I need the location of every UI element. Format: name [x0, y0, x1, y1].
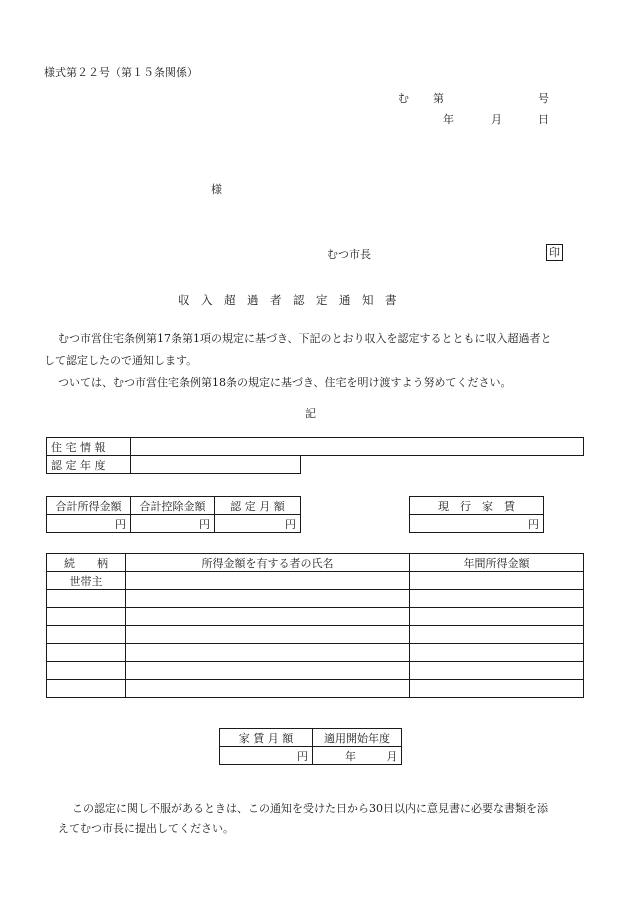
monthly-cert-value[interactable]: 円 [215, 515, 301, 533]
name-cell[interactable] [126, 644, 410, 662]
cert-year-row [47, 456, 584, 474]
current-rent-table [409, 496, 544, 533]
table-row [47, 590, 584, 608]
cert-year-value[interactable] [131, 456, 301, 474]
rent-start-value-row [220, 747, 402, 765]
income-header-row [47, 497, 301, 515]
table-row [47, 572, 584, 590]
name-cell[interactable] [126, 608, 410, 626]
body-para1-line1: むつ市営住宅条例第17条第1項の規定に基づき、下記のとおり収入を認定するとともに収入超過者と [58, 332, 552, 345]
relation-cell[interactable] [47, 590, 126, 608]
monthly-cert-header: 認 定 月 額 [215, 497, 301, 515]
addressee-sama: 様 [211, 183, 222, 196]
rent-start-header-row [220, 729, 402, 747]
relation-header: 続 柄 [47, 554, 126, 572]
current-rent-value[interactable]: 円 [410, 515, 544, 533]
name-cell[interactable] [126, 680, 410, 698]
date-day: 日 [538, 113, 549, 126]
income-cell[interactable] [410, 662, 584, 680]
total-deduction-header: 合計控除金額 [131, 497, 215, 515]
total-deduction-value[interactable]: 円 [131, 515, 215, 533]
form-number: 様式第２２号（第１５条関係） [44, 66, 198, 79]
income-cell[interactable] [410, 590, 584, 608]
annual-income-header: 年間所得金額 [410, 554, 584, 572]
relation-cell[interactable] [47, 644, 126, 662]
start-month-unit: 月 [386, 749, 398, 763]
current-rent-header-row [410, 497, 544, 515]
income-cell[interactable] [410, 608, 584, 626]
members-header-row [47, 554, 584, 572]
table-row [47, 626, 584, 644]
doc-number-prefix: む [398, 92, 409, 105]
date-month: 月 [491, 113, 502, 126]
name-header: 所得金額を有する者の氏名 [126, 554, 410, 572]
income-table [46, 496, 301, 533]
name-cell[interactable] [126, 590, 410, 608]
name-cell[interactable] [126, 662, 410, 680]
housing-info-row [47, 438, 584, 456]
housing-info-label: 住 宅 情 報 [47, 438, 131, 456]
relation-cell[interactable] [47, 680, 126, 698]
document-title: 収 入 超 過 者 認 定 通 知 書 [178, 293, 397, 307]
relation-cell[interactable]: 世帯主 [47, 572, 126, 590]
name-cell[interactable] [126, 626, 410, 644]
monthly-rent-value[interactable]: 円 [220, 747, 313, 765]
start-year-value[interactable] [313, 747, 402, 765]
income-cell[interactable] [410, 644, 584, 662]
table-row [47, 608, 584, 626]
ki-heading: 記 [305, 407, 316, 420]
doc-number-go: 号 [538, 92, 549, 105]
seal-mark: 印 [546, 244, 563, 261]
footer-line2: えてむつ市長に提出してください。 [58, 822, 234, 835]
income-cell[interactable] [410, 572, 584, 590]
monthly-rent-header: 家 賃 月 額 [220, 729, 313, 747]
doc-number-dai: 第 [433, 92, 444, 105]
start-year-unit: 年 [345, 749, 356, 763]
date-year: 年 [443, 113, 454, 126]
relation-cell[interactable] [47, 608, 126, 626]
name-cell[interactable] [126, 572, 410, 590]
current-rent-header: 現 行 家 賃 [410, 497, 544, 515]
housing-info-table [46, 437, 584, 474]
relation-cell[interactable] [47, 626, 126, 644]
income-value-row [47, 515, 301, 533]
rent-start-table [219, 728, 402, 765]
table-row [47, 680, 584, 698]
total-income-value[interactable]: 円 [47, 515, 131, 533]
blank-cell [301, 456, 584, 474]
body-para1-line2: して認定したので通知します。 [44, 354, 198, 367]
income-cell[interactable] [410, 680, 584, 698]
total-income-header: 合計所得金額 [47, 497, 131, 515]
relation-cell[interactable] [47, 662, 126, 680]
issuer-name: むつ市長 [327, 248, 371, 261]
cert-year-label: 認 定 年 度 [47, 456, 131, 474]
start-year-header: 適用開始年度 [313, 729, 402, 747]
table-row [47, 662, 584, 680]
income-cell[interactable] [410, 626, 584, 644]
footer-line1: この認定に関し不服があるときは、この通知を受けた日から30日以内に意見書に必要な書類を添 [72, 802, 548, 815]
body-para2: ついては、むつ市営住宅条例第18条の規定に基づき、住宅を明け渡すよう努めてください。 [58, 376, 512, 389]
housing-info-value[interactable] [131, 438, 584, 456]
table-row [47, 644, 584, 662]
current-rent-value-row [410, 515, 544, 533]
members-table [46, 553, 584, 698]
